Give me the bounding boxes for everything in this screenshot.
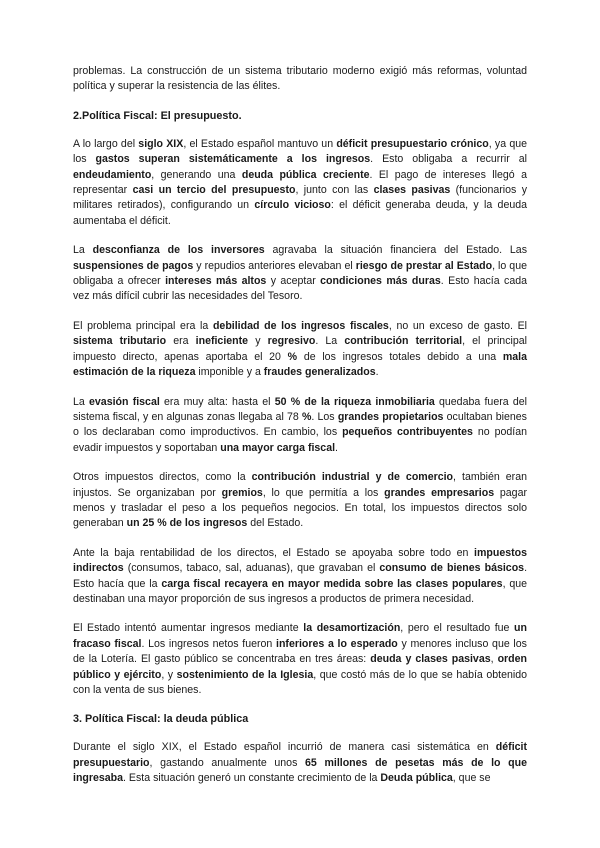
bold-text: déficit presupuestario [73, 741, 527, 769]
text-run: del Estado. [247, 517, 304, 530]
bold-text: inferiores a lo esperado [276, 637, 398, 650]
bold-text: deuda pública creciente [241, 168, 370, 181]
body-paragraph [73, 395, 527, 457]
text-run: y repudios anteriores elevaban el [193, 259, 356, 272]
text-run: . Esto obligaba a recurrir al [370, 153, 527, 166]
text-run: Otros impuestos directos, como la [73, 471, 252, 484]
bold-text: % [287, 350, 298, 363]
bold-text: Deuda pública [380, 772, 453, 785]
text-run: , ya que los [73, 137, 527, 166]
text-run: La [73, 244, 93, 257]
body-paragraph [73, 64, 527, 95]
bold-text: grandes empresarios [384, 486, 495, 499]
text-run: , y [161, 668, 177, 681]
text-run: y aceptar [266, 275, 321, 288]
bold-text: una mayor carga fiscal [220, 441, 336, 454]
bold-text: intereses más altos [165, 275, 267, 288]
bold-text: siglo XIX [138, 137, 184, 150]
bold-text: orden público y ejército [73, 653, 528, 681]
text-run: , lo que obligaba a ofrecer [73, 259, 527, 288]
text-run: , [490, 653, 498, 666]
bold-text: carga fiscal recayera en mayor medida sobre las clases populares [161, 577, 503, 590]
bold-text: casi un tercio del presupuesto [132, 184, 296, 197]
text-run: , el principal impuesto directo, apenas aportaba el 20 [73, 335, 527, 363]
bold-text: círculo vicioso [254, 199, 331, 212]
bold-text: ineficiente [195, 335, 249, 348]
bold-text: mala estimación de la riqueza [73, 350, 527, 379]
text-run: (consumos, tabaco, sal, aduanas), que gravaban el [123, 562, 380, 575]
text-run: y menores incluso que los de la Lotería. El gasto público se concentraba en tres áreas: [73, 637, 527, 666]
text-run: agravaba la situación financiera del Estado. Las [264, 244, 527, 257]
text-run: . [335, 441, 338, 454]
text-run: , lo que permitía a los [262, 486, 385, 499]
bold-text: fraudes generalizados [263, 366, 376, 379]
section-heading: 3. Política Fiscal: la deuda pública [73, 713, 249, 726]
bold-text: déficit presupuestario crónico [336, 137, 489, 150]
bold-text: % [301, 410, 312, 423]
text-run: imponible y a [195, 366, 264, 379]
text-run: , que destinaban una mayor proporción de sus ingresos a productos de primera necesidad. [73, 577, 528, 605]
bold-text: debilidad de los ingresos fiscales [212, 319, 389, 332]
body-paragraph [73, 740, 527, 786]
bold-text: endeudamiento [73, 168, 152, 181]
text-run: El problema principal era la [73, 319, 213, 332]
text-run: , junto con las [295, 184, 374, 197]
bold-text: suspensiones de pagos [73, 259, 194, 272]
text-run: . Los ingresos netos fueron [141, 637, 276, 650]
text-run: no podían evadir impuestos y soportaban [73, 426, 528, 454]
body-paragraph [73, 470, 527, 532]
text-run: . La [315, 335, 345, 348]
text-run: . Los [311, 410, 338, 423]
text-run: ocultaban bienes o los declaraban como improductivos. En cambio, los [73, 410, 527, 439]
bold-text: contribución industrial y de comercio [251, 471, 454, 484]
bold-text: sistema tributario [73, 335, 167, 348]
bold-text: pequeños contribuyentes [342, 426, 473, 439]
text-run: , pero el resultado fue [400, 622, 515, 635]
text-run: La [73, 395, 90, 408]
bold-text: clases pasivas [373, 184, 451, 197]
text-run: , que costó más de lo que se había obtenido con la venta de sus bienes. [73, 668, 528, 696]
bold-text: gremios [221, 486, 263, 499]
text-run: era muy alta: hasta el [159, 395, 275, 408]
text-run: A lo largo del [73, 137, 139, 150]
text-run: El Estado intentó aumentar ingresos mediante [73, 622, 304, 635]
bold-text: un 25 % de los ingresos [126, 517, 248, 530]
bold-text: gastos superan sistemáticamente a los ingresos [95, 153, 371, 166]
bold-text: grandes propietarios [337, 410, 444, 423]
text-run: de los ingresos totales debido a una [297, 350, 503, 363]
body-paragraph [73, 621, 527, 698]
bold-text: consumo de bienes básicos [379, 562, 525, 575]
text-run: , también eran injustos. Se organizaban por [73, 471, 527, 499]
body-paragraph [73, 546, 527, 608]
bold-text: contribución territorial [344, 335, 463, 348]
bold-text: 50 % de la riqueza inmobiliaria [274, 395, 435, 408]
bold-text: 65 millones de pesetas más de lo que ingresaba [73, 756, 527, 785]
text-run: , no un exceso de gasto. El [388, 319, 528, 332]
text-run: y [248, 335, 268, 348]
text-run: : el déficit generaba deuda, y la deuda aumentaba el déficit. [73, 199, 528, 227]
body-paragraph [73, 137, 527, 229]
text-run: pagar menos y trasladar el peso a los pequeños negocios. En total, los impuestos directos solo generaban [73, 486, 527, 530]
text-run: , generando una [151, 168, 242, 181]
text-run: quedaba fuera del sistema fiscal, y en algunas zonas llegaba al 78 [73, 395, 527, 423]
bold-text: deuda y clases pasivas [370, 653, 491, 666]
text-run: , que se [452, 772, 491, 785]
text-run: , gastando anualmente unos [149, 756, 306, 769]
bold-text: impuestos indirectos [73, 546, 527, 575]
bold-text: un fracaso fiscal [73, 622, 527, 650]
text-run: Durante el siglo XIX, el Estado español incurrió de manera casi sistemática en [73, 741, 496, 754]
bold-text: riesgo de prestar al Estado [355, 259, 493, 272]
text-run: . [375, 366, 379, 379]
text-run: . El pago de intereses llegó a representar [73, 168, 527, 197]
bold-text: sostenimiento de la Iglesia [176, 668, 314, 681]
bold-text: la desamortización [303, 622, 401, 635]
text-run: Ante la baja rentabilidad de los directos, el Estado se apoyaba sobre todo en [73, 546, 475, 559]
bold-text: evasión fiscal [89, 395, 160, 408]
text-run: (funcionarios y militares retirados), configurando un [73, 184, 527, 212]
text-run: , el Estado español mantuvo un [183, 137, 337, 150]
body-paragraph [73, 319, 527, 381]
section-heading: 2.Política Fiscal: El presupuesto. [73, 109, 242, 122]
text-run: problemas. La construcción de un sistema tributario moderno exigió más reformas, voluntad política y superar la resistencia de las élites. [73, 65, 527, 93]
bold-text: condiciones más duras [320, 275, 441, 288]
text-run: . Esto hacía cada vez más difícil cubrir las necesidades del Tesoro. [73, 275, 527, 303]
text-run: . Esto hacía que la [73, 562, 528, 590]
text-run: . Esta situación generó un constante crecimiento de la [123, 772, 381, 785]
body-paragraph [73, 243, 527, 305]
bold-text: desconfianza de los inversores [92, 244, 265, 257]
bold-text: regresivo [267, 335, 316, 348]
text-run: era [166, 335, 196, 348]
